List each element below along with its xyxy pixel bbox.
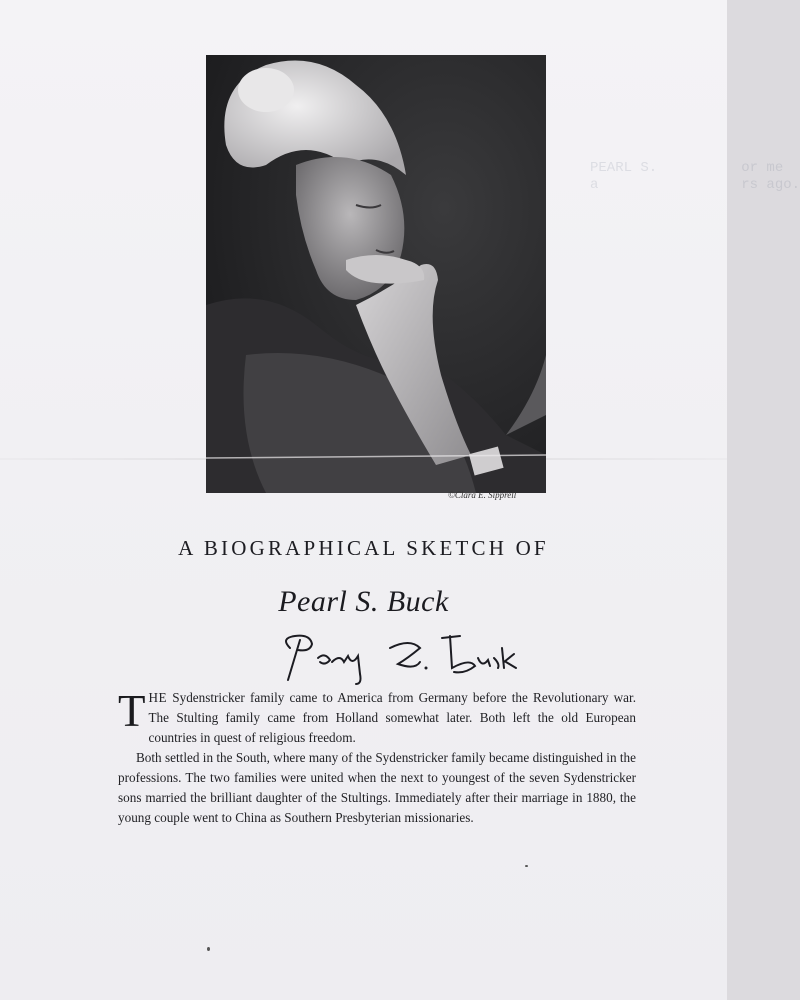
page-title: A BIOGRAPHICAL SKETCH OF (178, 536, 549, 560)
drop-cap: T (118, 686, 146, 736)
photo-credit: ©Clara E. Sipprell (448, 490, 517, 500)
paragraph-1-text: Sydenstricker family came to America from Germany before the Revolutionary war. The Stulting family came from Holland somewhat later. Both left the old European countries in quest of religious freedom. (148, 690, 636, 745)
ink-speck (207, 947, 210, 951)
bleed-through-typed-text: PEARL S. or me a rs ago. (590, 160, 800, 193)
portrait-photo (206, 55, 546, 493)
article-paragraph-1 (118, 688, 636, 748)
subject-name: Pearl S. Buck (278, 585, 449, 618)
article-paragraph-2: Both settled in the South, where many of the Sydenstricker family became distinguished in the professions. The two families were united when the next to youngest of the seven Sydenstricker sons married the brilliant daughter of the Stultings. Immediately after their marriage in 1880, the young couple went to China as Southern Presbyterian missionaries. (118, 750, 636, 825)
portrait-photo-icon (206, 55, 546, 493)
ink-speck (525, 865, 528, 867)
handwritten-signature (270, 618, 530, 688)
opening-word: HE (148, 690, 168, 705)
article-body (118, 688, 636, 828)
